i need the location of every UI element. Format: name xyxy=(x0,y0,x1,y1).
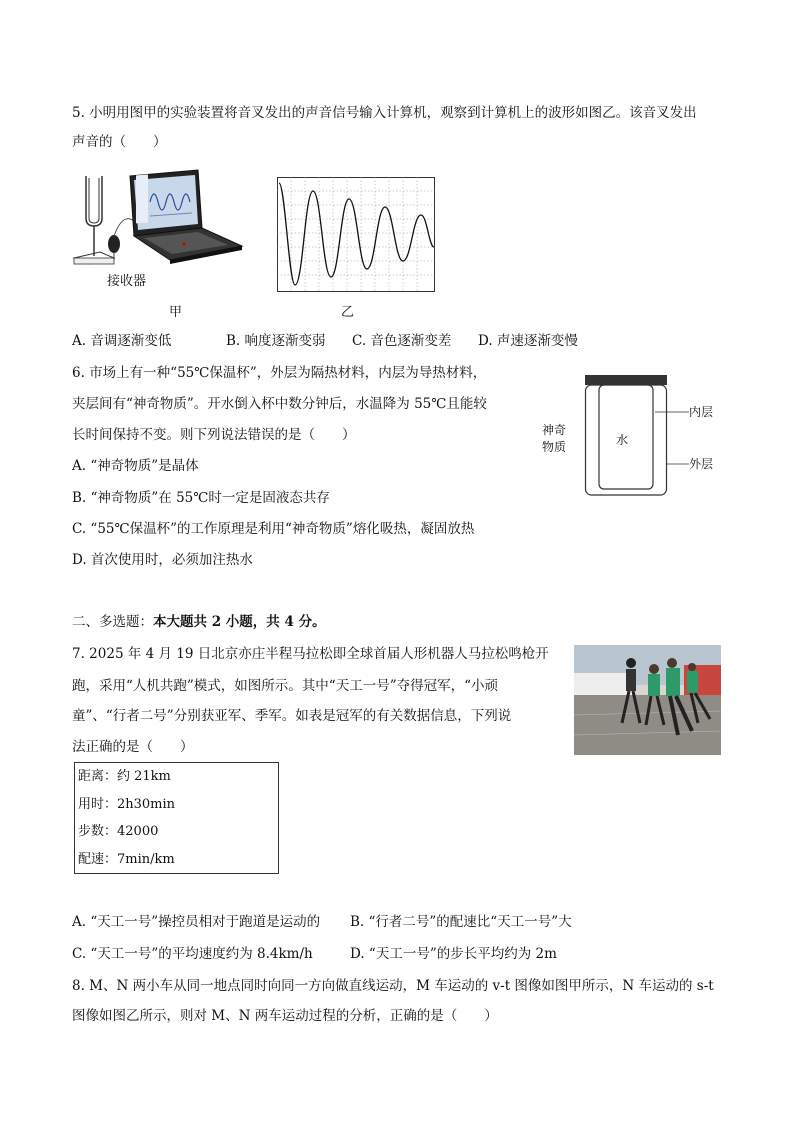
q6-option-a: A. “神奇物质”是晶体 xyxy=(72,458,199,474)
cup-magic-label-2: 物质 xyxy=(542,440,567,454)
cup-lid xyxy=(585,375,667,385)
q7-option-c: C. “天工一号”的平均速度约为 8.4km/h xyxy=(72,946,313,962)
cup-inner-label: 内层 xyxy=(689,405,714,419)
section-header xyxy=(72,613,326,631)
q8-stem-line1: 8. M、N 两小车从同一地点同时向同一方向做直线运动，M 车运动的 v-t 图像如图甲所示，N 车运动的 s-t xyxy=(72,978,714,994)
q7-stem-line1: 7. 2025 年 4 月 19 日北京亦庄半程马拉松即全球首届人形机器人马拉松鸣枪开 xyxy=(72,646,549,662)
section-prefix: 二、多选题： xyxy=(72,614,153,630)
table-pace: 配速：7min/km xyxy=(78,851,175,867)
q7-stem-line3: 童”、“行者二号”分别获亚军、季军。如表是冠军的有关数据信息，下列说 xyxy=(72,708,512,724)
figure-b-label: 乙 xyxy=(341,305,355,320)
q5-stem-line1: 5. 小明用图甲的实验装置将音叉发出的声音信号输入计算机，观察到计算机上的波形如图乙。该音叉发出 xyxy=(72,105,697,121)
section-title: 本大题共 2 小题，共 4 分。 xyxy=(153,614,326,630)
receiver-label: 接收器 xyxy=(107,274,147,289)
q6-stem-line2: 夹层间有“神奇物质”。开水倒入杯中数分钟后，水温降为 55℃且能较 xyxy=(72,396,487,412)
q5-option-b: B. 响度逐渐变弱 xyxy=(226,333,326,349)
q5-option-d: D. 声速逐渐变慢 xyxy=(478,333,578,349)
table-steps: 步数：42000 xyxy=(78,824,159,840)
figure-a-label: 甲 xyxy=(169,305,183,320)
q7-marathon-photo xyxy=(574,645,721,755)
q6-option-c: C. “55℃保温杯”的工作原理是利用“神奇物质”熔化吸热，凝固放热 xyxy=(72,521,475,537)
q8-stem-line2: 图像如图乙所示，则对 M、N 两车运动过程的分析，正确的是（ ） xyxy=(72,1008,498,1024)
q5-figure-b xyxy=(277,177,435,292)
cup-magic-label-1: 神奇 xyxy=(542,423,567,437)
q7-stem-line4: 法正确的是（ ） xyxy=(72,739,194,755)
q5-stem-line2: 声音的（ ） xyxy=(72,134,167,150)
table-time: 用时：2h30min xyxy=(78,796,176,812)
q7-option-a: A. “天工一号”操控员相对于跑道是运动的 xyxy=(72,914,321,930)
q6-option-b: B. “神奇物质”在 55℃时一定是固液态共存 xyxy=(72,490,330,506)
cup-water-label: 水 xyxy=(616,433,629,447)
q7-option-b: B. “行者二号”的配速比“天工一号”大 xyxy=(350,914,572,930)
q7-data-table xyxy=(74,762,279,874)
q7-option-d: D. “天工一号”的步长平均约为 2m xyxy=(350,946,557,962)
cup-leader-lines xyxy=(655,410,691,466)
table-distance: 距离：约 21km xyxy=(78,769,171,785)
q5-figure-a xyxy=(70,166,250,292)
receiver-icon xyxy=(108,235,120,253)
cup-outer-label: 外层 xyxy=(689,457,714,471)
q5-option-a: A. 音调逐渐变低 xyxy=(72,333,172,349)
q6-option-d: D. 首次使用时，必须加注热水 xyxy=(72,552,253,568)
q6-stem-line3: 长时间保持不变。则下列说法错误的是（ ） xyxy=(72,427,356,443)
q6-stem-line1: 6. 市场上有一种“55℃保温杯”，外层为隔热材料，内层为导热材料， xyxy=(72,365,487,381)
q7-stem-line2: 跑，采用“人机共跑”模式，如图所示。其中“天工一号”夺得冠军，“小顽 xyxy=(72,678,499,694)
q5-option-c: C. 音色逐渐变差 xyxy=(352,333,452,349)
